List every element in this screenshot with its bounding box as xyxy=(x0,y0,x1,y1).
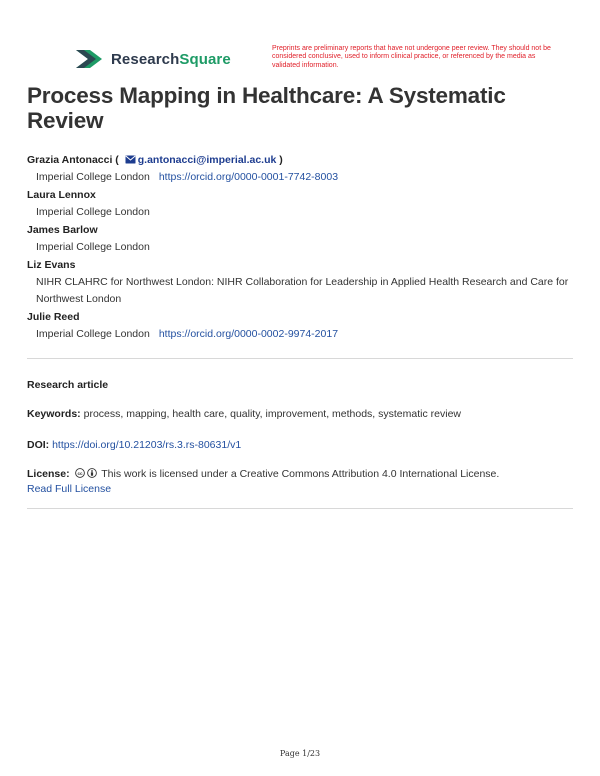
author-affiliation: Imperial College London https://orcid.org/0000-0001-7742-8003 xyxy=(36,171,339,183)
author-affiliation: NIHR CLAHRC for Northwest London: NIHR Collaboration for Leadership in Applied Health Research and Care for Northwest London xyxy=(36,276,569,305)
author-name: James Barlow xyxy=(27,224,98,236)
author-entry xyxy=(27,223,575,256)
author-entry xyxy=(27,188,575,221)
author-affiliation: Imperial College London xyxy=(36,241,150,253)
section-divider xyxy=(27,508,573,509)
research-square-logo-icon xyxy=(74,48,104,70)
author-name: Liz Evans xyxy=(27,259,76,271)
author-name: Laura Lennox xyxy=(27,189,96,201)
preprint-notice: Preprints are preliminary reports that have not undergone peer review. They should not be considered conclusive, used to inform clinical practice, or referenced by the media as validated information. xyxy=(272,45,551,69)
doi-link[interactable]: https://doi.org/10.21203/rs.3.rs-80631/v1 xyxy=(52,439,242,451)
section-divider xyxy=(27,358,573,359)
author-email-link[interactable]: g.antonacci@imperial.ac.uk xyxy=(137,154,277,166)
attribution-icon xyxy=(87,468,97,478)
author-affiliation: Imperial College London https://orcid.org/0000-0002-9974-2017 xyxy=(36,328,339,340)
license-label: License: xyxy=(27,468,70,480)
doi-label: DOI: xyxy=(27,439,50,451)
license-text: This work is licensed under a Creative Commons Attribution 4.0 International License. xyxy=(101,468,500,480)
author-name: Julie Reed xyxy=(27,311,80,323)
author-entry xyxy=(27,310,575,343)
keywords-value: process, mapping, health care, quality, improvement, methods, systematic review xyxy=(83,408,461,420)
paper-title: Process Mapping in Healthcare: A Systematic Review xyxy=(27,83,506,133)
research-square-logo xyxy=(74,48,231,70)
keywords-label: Keywords: xyxy=(27,408,81,420)
page-number: Page 1/23 xyxy=(279,749,321,758)
doi-line xyxy=(27,438,577,453)
article-type: Research article xyxy=(27,379,109,391)
email-icon xyxy=(125,155,136,164)
author-entry xyxy=(27,258,575,308)
orcid-link[interactable]: https://orcid.org/0000-0001-7742-8003 xyxy=(158,171,339,183)
author-name: Grazia Antonacci ( g.antonacci@imperial.ac.uk ) xyxy=(27,154,283,166)
cc-icon xyxy=(75,468,85,478)
author-entry xyxy=(27,153,575,186)
brand-name: ResearchSquare xyxy=(111,50,231,68)
orcid-link[interactable]: https://orcid.org/0000-0002-9974-2017 xyxy=(158,328,339,340)
license-block xyxy=(27,467,577,497)
svg-text:cc: cc xyxy=(76,470,83,476)
author-list xyxy=(27,153,575,345)
read-full-license-link[interactable]: Read Full License xyxy=(27,483,112,495)
author-affiliation: Imperial College London xyxy=(36,206,150,218)
keywords-line xyxy=(27,407,577,422)
